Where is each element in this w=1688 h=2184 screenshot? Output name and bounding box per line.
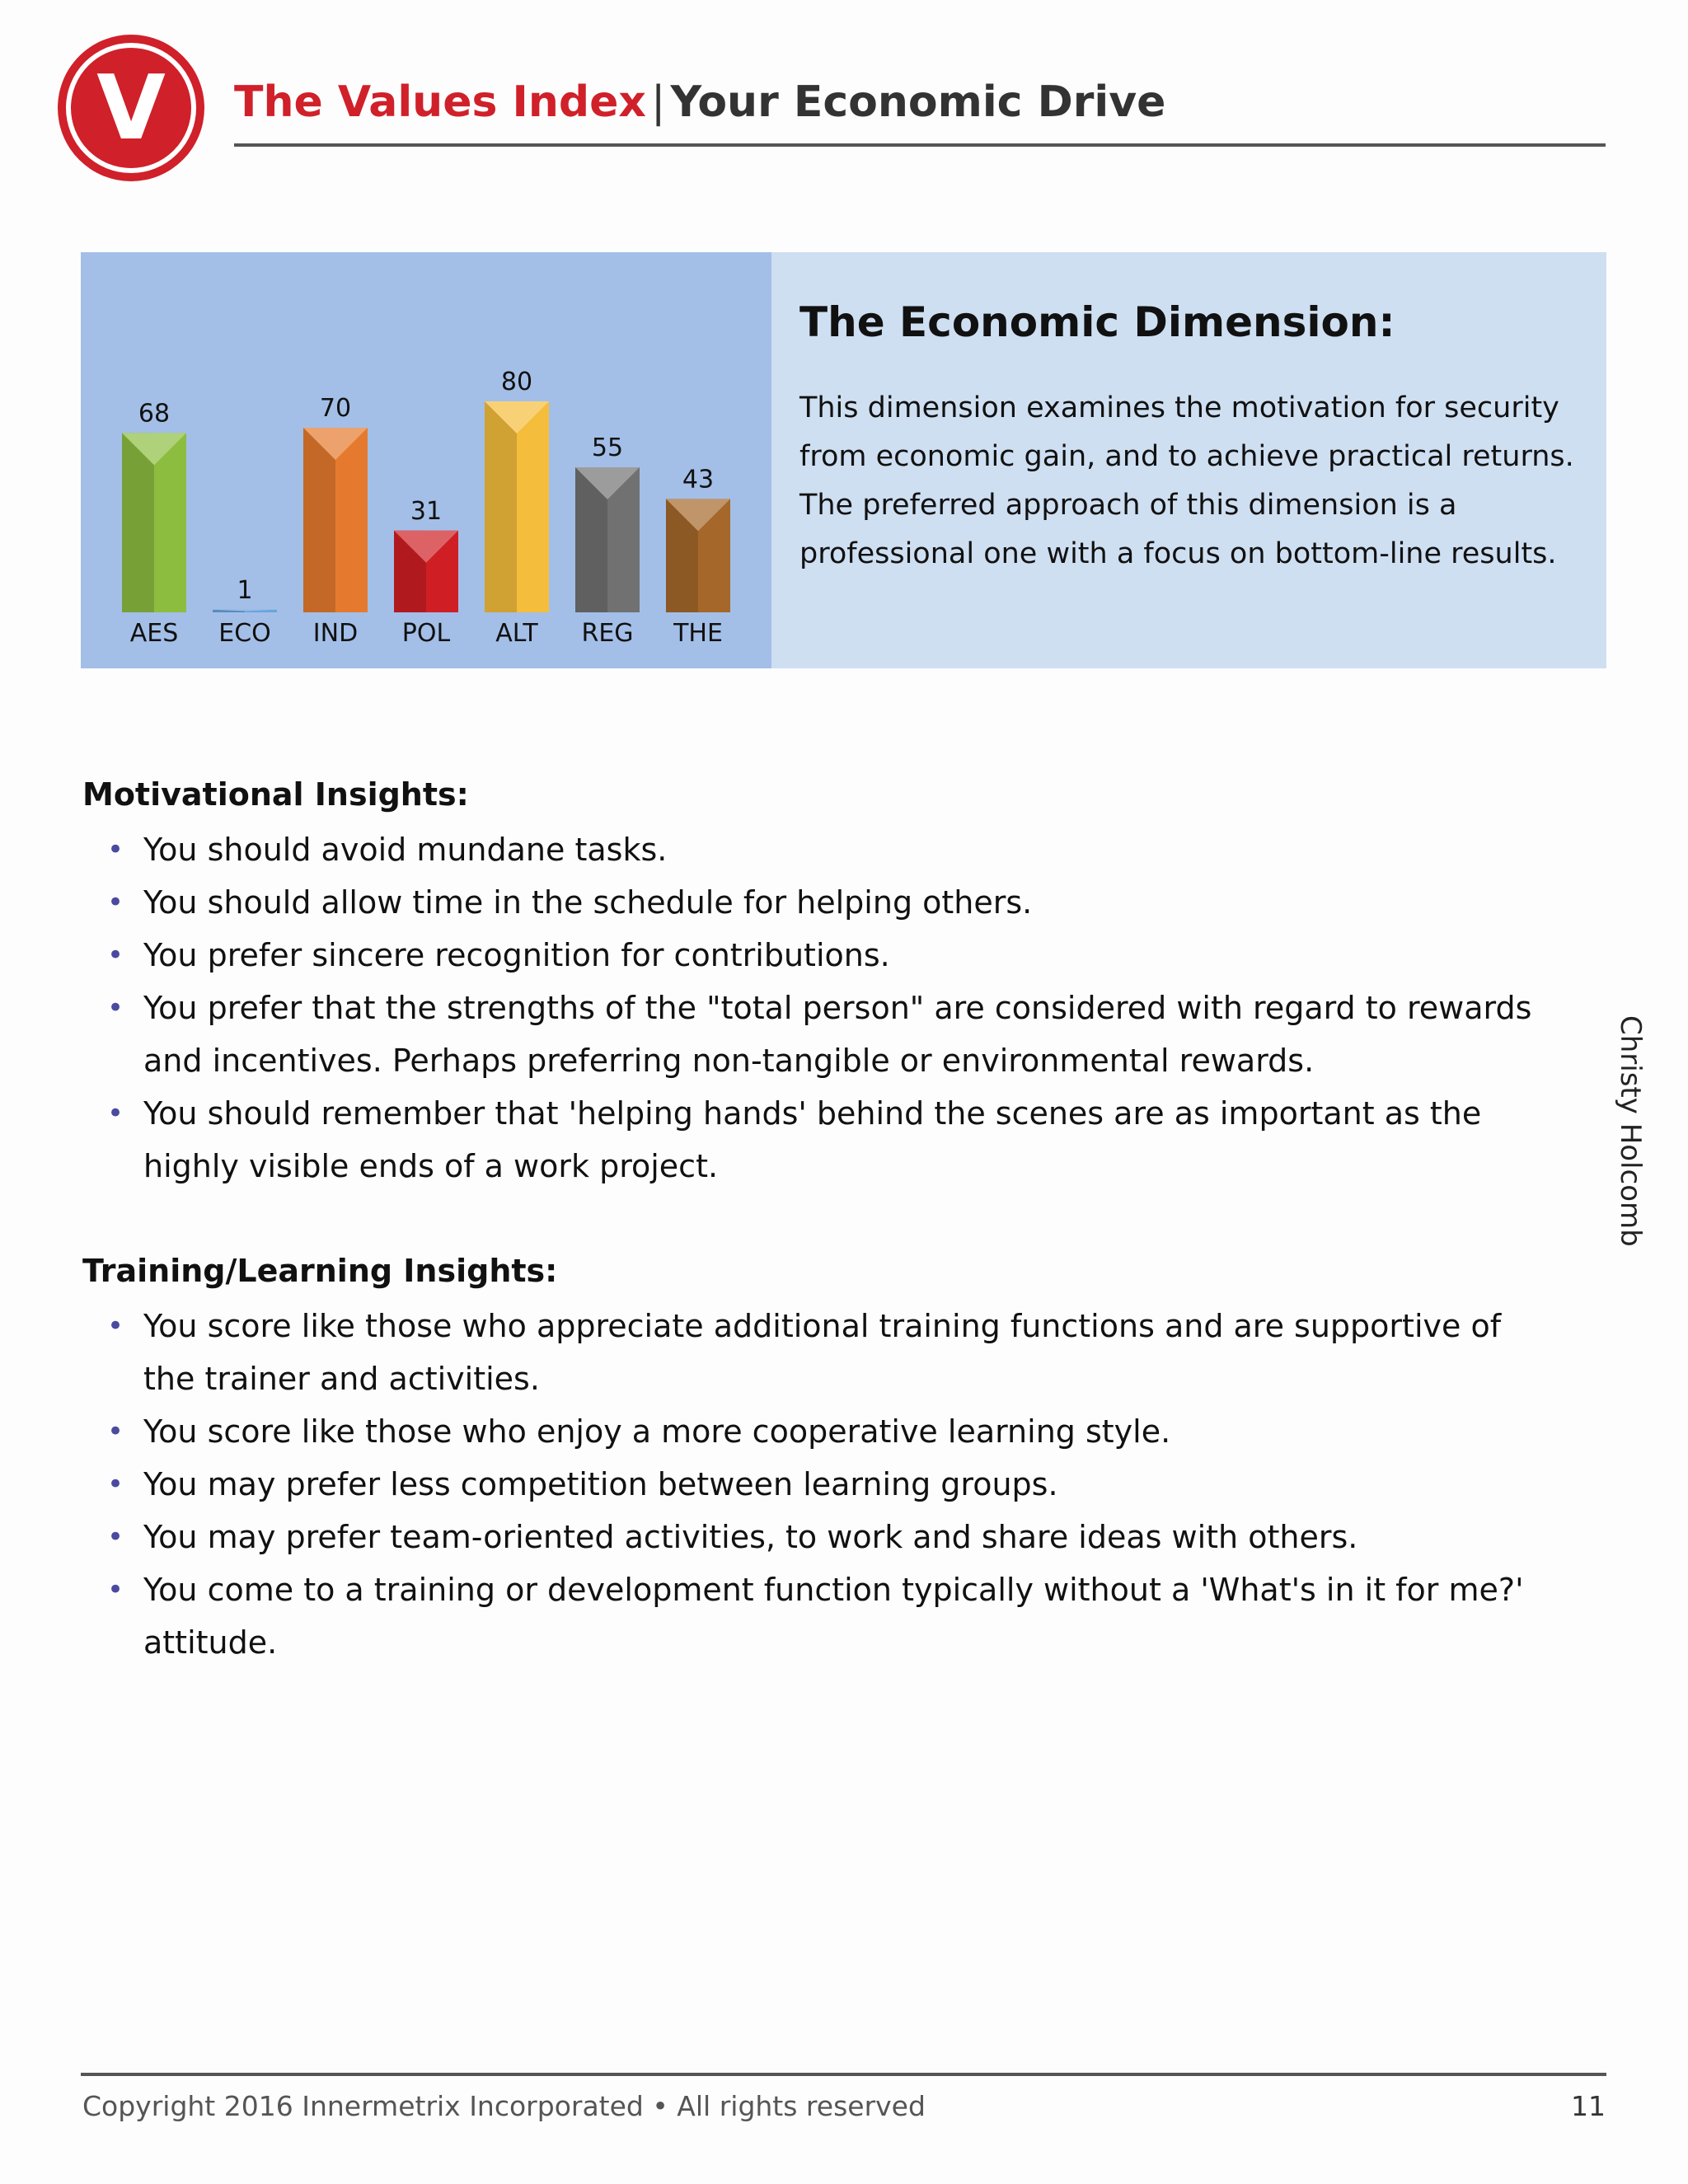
- training-item-text: You may prefer team-oriented activities, to work and share ideas with others.: [143, 1519, 1358, 1555]
- training-list: [82, 1300, 1550, 1669]
- bullet-icon: •: [107, 1521, 124, 1554]
- training-item-text: You come to a training or development function typically without a 'What's in it for me?' attitude.: [143, 1572, 1524, 1661]
- training-item-text: You score like those who appreciate additional training functions and are supportive of the trainer and activities.: [143, 1308, 1502, 1397]
- motivational-heading: Motivational Insights:: [82, 776, 469, 813]
- bar-aes: [122, 433, 186, 612]
- bar-the: [666, 499, 730, 612]
- motivational-item-text: You should allow time in the schedule for helping others.: [143, 884, 1033, 921]
- bullet-icon: •: [107, 1573, 124, 1606]
- motivational-list: [82, 823, 1550, 1193]
- page-header: [234, 76, 1165, 129]
- category-label: ALT: [495, 619, 538, 648]
- logo-letter: V: [96, 57, 166, 160]
- motivational-item-text: You prefer that the strengths of the "total person" are considered with regard to rewards and incentives. Perhaps preferring non-tangible or environmental rewards.: [143, 990, 1532, 1079]
- header-divider: [234, 143, 1606, 147]
- motivational-item: [82, 876, 1550, 929]
- values-index-logo: [56, 33, 206, 183]
- bar-alt: [485, 401, 549, 612]
- data-label: 31: [410, 496, 443, 526]
- dimension-title: The Economic Dimension:: [799, 298, 1395, 346]
- motivational-item: [82, 823, 1550, 876]
- dimension-info: [771, 252, 1606, 668]
- data-label: 55: [591, 434, 624, 462]
- respondent-name: Christy Holcomb: [1614, 1015, 1647, 1247]
- training-heading: Training/Learning Insights:: [82, 1253, 558, 1289]
- data-label: 1: [237, 575, 253, 605]
- bullet-icon: •: [107, 991, 124, 1024]
- training-item: [82, 1405, 1550, 1458]
- header-separator: |: [650, 77, 666, 127]
- page-number: 11: [1571, 2090, 1606, 2122]
- category-label: ECO: [218, 619, 271, 648]
- bullet-icon: •: [107, 886, 124, 919]
- copyright-text: Copyright 2016 Innermetrix Incorporated • All rights reserved: [82, 2090, 926, 2122]
- motivational-item: [82, 1087, 1550, 1193]
- training-item: [82, 1458, 1550, 1511]
- category-label: POL: [401, 619, 451, 648]
- bar-reg: [575, 467, 640, 612]
- bar-eco: [213, 610, 277, 612]
- category-label: REG: [581, 619, 634, 648]
- dimension-panel: [81, 252, 1606, 668]
- bullet-icon: •: [107, 1097, 124, 1130]
- data-label: 80: [500, 368, 533, 396]
- bullet-icon: •: [107, 1415, 124, 1448]
- page-title: Your Economic Drive: [670, 77, 1166, 127]
- training-item-text: You score like those who enjoy a more cooperative learning style.: [143, 1413, 1171, 1450]
- dimension-description: This dimension examines the motivation for security from economic gain, and to achieve practical returns. The preferred approach of this dimension is a professional one with a focus on bottom-line results.: [799, 391, 1574, 570]
- category-label: THE: [673, 619, 723, 648]
- training-item: [82, 1563, 1550, 1669]
- motivational-item: [82, 982, 1550, 1087]
- motivational-item-text: You prefer sincere recognition for contributions.: [143, 937, 890, 973]
- training-item: [82, 1511, 1550, 1563]
- training-item-text: You may prefer less competition between learning groups.: [143, 1466, 1058, 1502]
- brand-title: The Values Index: [234, 77, 646, 127]
- bullet-icon: •: [107, 939, 124, 972]
- motivational-item-text: You should remember that 'helping hands' behind the scenes are as important as the highly visible ends of a work project.: [143, 1095, 1482, 1184]
- motivational-item-text: You should avoid mundane tasks.: [143, 832, 668, 868]
- training-item: [82, 1300, 1550, 1405]
- bar-ind: [303, 428, 368, 612]
- category-label: IND: [312, 619, 359, 648]
- bullet-icon: •: [107, 1310, 124, 1343]
- bar-pol: [394, 531, 458, 612]
- bullet-icon: •: [107, 833, 124, 866]
- bullet-icon: •: [107, 1468, 124, 1501]
- chart-canvas: [81, 252, 771, 668]
- footer-divider: [81, 2073, 1606, 2076]
- motivational-item: [82, 929, 1550, 982]
- values-bar-chart: [81, 252, 771, 668]
- data-label: 70: [319, 394, 352, 423]
- category-label: AES: [129, 619, 179, 648]
- data-label: 43: [682, 465, 715, 494]
- data-label: 68: [138, 399, 171, 429]
